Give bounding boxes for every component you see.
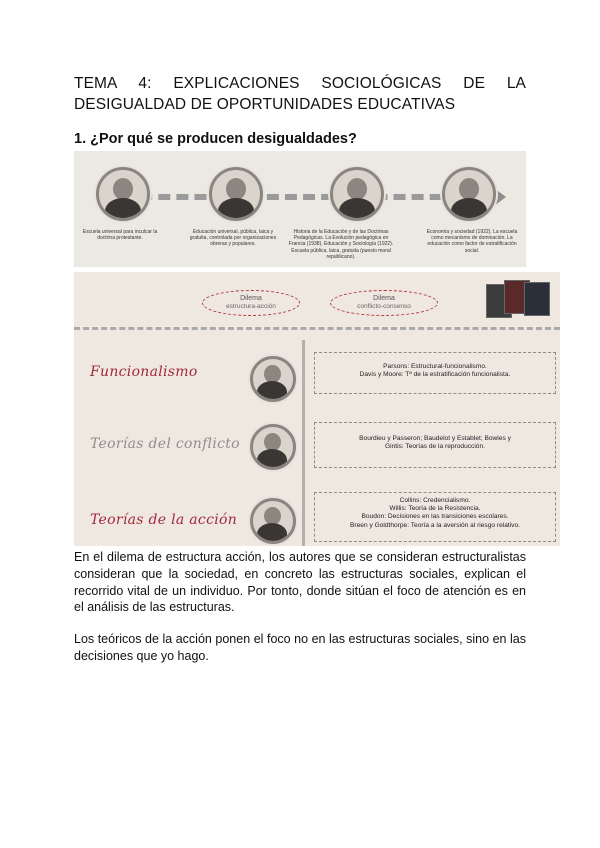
author-line: Boudon: Decisiones en las transiciones escolares. xyxy=(361,513,509,521)
dilema-1-title: Dilema xyxy=(240,295,262,302)
timeline-caption-4: Economía y sociedad (1922). La escuela como mecanismo de dominación. La educación como factor de estratificación social. xyxy=(426,229,518,254)
dilema-structure-action xyxy=(202,290,300,316)
timeline-caption-2: Educación universal, pública, laica y gratuita, controlada por organizaciones obreras y populares. xyxy=(189,229,277,248)
author-line: Breen y Goldthorpe: Teoría a la aversión al riesgo relativo. xyxy=(350,521,520,529)
timeline-figure xyxy=(74,151,526,267)
portrait-medallion-conflicto xyxy=(250,424,296,470)
dilema-conflict-consensus xyxy=(330,290,438,316)
dilema-2-subtitle: conflicto-consenso xyxy=(357,303,411,310)
portrait-medallion-4 xyxy=(442,167,496,221)
authors-box-funcionalismo xyxy=(314,352,556,394)
portrait-medallion-3 xyxy=(330,167,384,221)
dilema-1-subtitle: estructura-acción xyxy=(226,303,276,310)
portrait-medallion-accion xyxy=(250,498,296,544)
author-line: Bourdieu y Passeron; Baudelot y Establet; Bowles y xyxy=(359,435,511,442)
portrait-medallion-funcionalismo xyxy=(250,356,296,402)
timeline-caption-3: Historia de la Educación y de las Doctrinas Pedagógicas. La Evolución pedagógica en Francia (1938). Educación y Sociología (1922). Escuela pública, laica, gratuita (puesto moral republicano). xyxy=(288,229,394,260)
theory-label-conflicto: Teorías del conflicto xyxy=(90,436,240,452)
author-line: Willis: Teoría de la Resistencia. xyxy=(389,505,481,513)
author-line: Parsons: Estructural-funcionalismo. xyxy=(383,363,487,370)
theories-scheme-figure xyxy=(74,272,560,546)
vertical-divider xyxy=(302,340,305,546)
title-line-2: DESIGUALDAD DE OPORTUNIDADES EDUCATIVAS xyxy=(74,96,456,113)
section-heading: 1. ¿Por qué se producen desigualdades? xyxy=(74,131,357,147)
paragraph-2: Los teóricos de la acción ponen el foco no en las estructuras sociales, sino en las decisiones que yo hago. xyxy=(74,632,526,663)
author-line: Gintis: Teorías de la reproducción. xyxy=(385,443,485,451)
dilema-2-title: Dilema xyxy=(373,295,395,302)
title-line-1: TEMA 4: EXPLICACIONES SOCIOLÓGICAS DE LA xyxy=(74,75,526,92)
document-title xyxy=(74,73,526,115)
author-line: Collins: Credencialismo. xyxy=(399,497,471,504)
portrait-medallion-1 xyxy=(96,167,150,221)
theory-label-accion: Teorías de la acción xyxy=(90,512,238,528)
authors-box-conflicto xyxy=(314,422,556,468)
theory-label-funcionalismo: Funcionalismo xyxy=(90,364,198,380)
paragraph-1: En el dilema de estructura acción, los autores que se consideran estructuralistas consideran que la sociedad, en concreto las estructuras sociales, explican el recorrido vital de un individuo. Por tonto, donde sitúan el foco de atención es en el análisis de las estructuras. xyxy=(74,550,526,615)
dashed-divider xyxy=(74,327,560,330)
book-thumbnails xyxy=(486,278,556,318)
timeline-caption-1: Escuela universal para inculcar la doctrina protestante. xyxy=(82,229,158,242)
timeline-arrow-line xyxy=(104,194,496,200)
authors-box-accion xyxy=(314,492,556,542)
author-line: Davis y Moore: Tª de la estratificación funcionalista. xyxy=(359,371,511,379)
portrait-medallion-2 xyxy=(209,167,263,221)
